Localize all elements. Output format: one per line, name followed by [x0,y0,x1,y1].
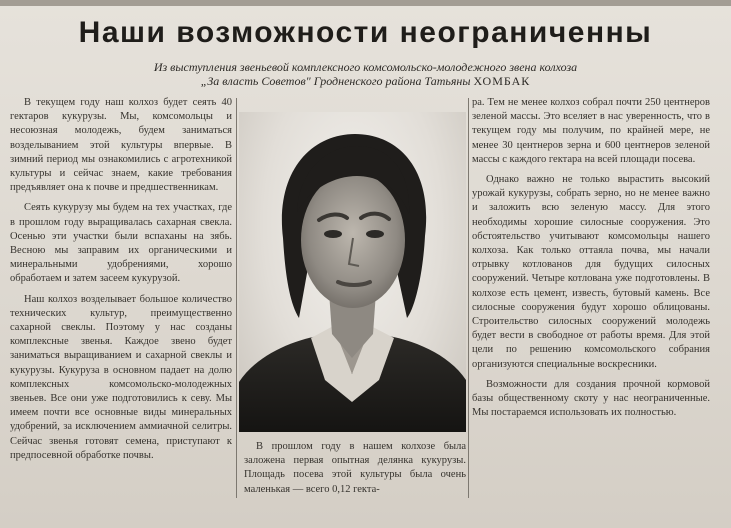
portrait-photo [239,112,466,432]
top-border [0,0,731,6]
left-paragraph: Наш колхоз возделывает большое количество технических культур, преимущественно сахарной свеклы. Поэтому у нас созданы комплексные звенья. Каждое звено будет заниматься выращиванием и сахарной свеклы и кукурузы. Кукуруза в основном падает на долю комплексных комсомольско-молодежных звеньев. Все они уже подготовились к севу. Мы имеем почти все основные виды минеральных удобрений, за исключением аммиачной селитры. Сейчас звенья готовят семена, приступают к предпосевной обработке почвы. [10,293,232,461]
subheading-line-2-text: „За власть Советов" Гродненского района Татьяны [200,74,471,88]
left-text-column [10,96,232,524]
portrait-image [239,112,466,432]
subheading-line-2 [40,74,691,88]
article-headline: Наши возможности неограниченны [78,16,653,49]
right-paragraph: Возможности для создания прочной кормовой базы общественному скоту у нас неограниченные. Мы постараемся использовать их полностью. [472,378,710,419]
column-divider [468,98,469,498]
right-text-column [472,96,710,524]
right-paragraph: Однако важно не только вырастить высокий урожай кукурузы, собрать зерно, но не менее важно и заложить всю зеленую массу. Для этого необходимы хорошие силосные сооружения. Это обстоятельство учитывают комсомольцы нашего колхоза. Как только оттаяла почва, мы начали отрывку котлованов для будущих силосных сооружений. Четыре котлована уже подготовлены. В колхозе есть цемент, известь, бутовый камень. Все силосные сооружения будут хорошо облицованы. Строительство силосных сооружений молодежь будет вести в свободное от работы время. Для этой цели по решению комсомольского собрания организуются специальные воскресники. [472,174,710,370]
left-paragraph: Сеять кукурузу мы будем на тех участках, где в прошлом году выращивалась сахарная свекла. Осенью эти участки были вспаханы на зябь. Весною мы заправим их органическими и минеральными удобрениями, хорошо обработаем и затем засеем кукурузой. [10,202,232,285]
right-paragraph: ра. Тем не менее колхоз собрал почти 250 центнеров зеленой массы. Это вселяет в нас уверенность, что в текущем году мы получим, по крайней мере, не менее 30 центнеров зерна и 600 центнеров зеленой массы с каждого гектара на всей площади посева. [472,97,710,165]
author-name: ХОМБАК [473,74,531,88]
photo-caption: В прошлом году в нашем колхозе была заложена первая опытная делянка кукурузы. Площадь посева этой культуры была очень маленькая — всего 0,12 гекта- [244,441,466,495]
article-subheading [40,60,691,88]
subheading-line-1: Из выступления звеньевой комплексного комсомольско-молодежного звена колхоза [153,60,578,74]
column-divider [236,98,237,498]
left-paragraph: В текущем году наш колхоз будет сеять 40 гектаров кукурузы. Мы, комсомольцы и несоюзная молодежь, будем заниматься возделыванием этой культуры впервые. В зимний период мы ознакомились с агротехникой культуры и сейчас знаем, какие требования предъявляет она к почве и предшественникам. [10,97,232,194]
